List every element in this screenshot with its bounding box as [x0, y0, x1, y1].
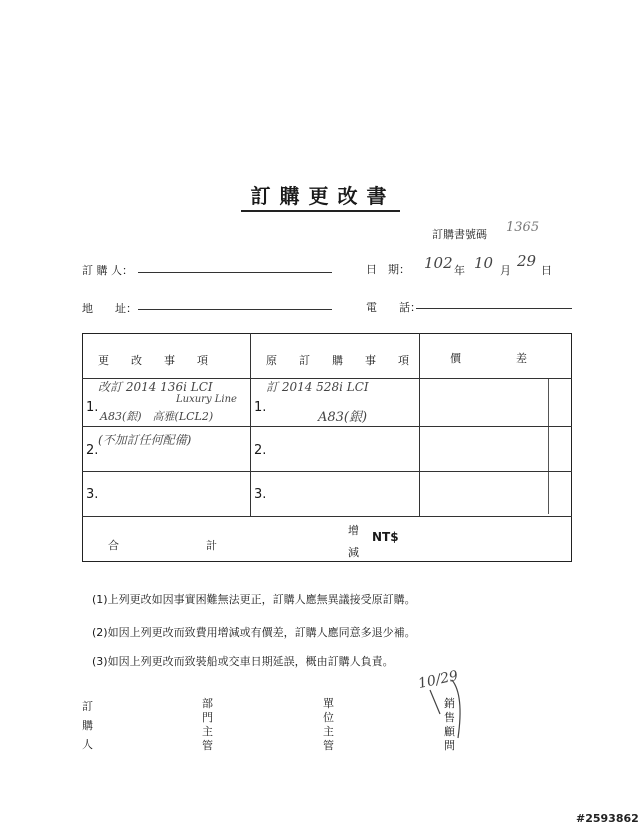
currency-label: NT$ [372, 530, 399, 544]
total-label-part-2: 計 [206, 539, 217, 552]
row-3-change-number: 3. [86, 487, 99, 502]
row-1-change-line-2: Luxury Line [176, 394, 237, 405]
buyer-field[interactable] [138, 272, 332, 273]
table-row-line-2 [82, 471, 572, 472]
row-2-original-number: 2. [254, 443, 267, 458]
date-month-value: 10 [474, 254, 494, 272]
signature-unit-manager: 單位主管 [323, 697, 334, 752]
increase-label: 增 [348, 524, 359, 537]
sales-handwritten-mark: 10/29 [416, 667, 460, 693]
header-price-difference: 價 差 [450, 352, 527, 365]
row-1-original-line-1: 訂 2014 528i LCI [266, 380, 369, 394]
document-title: 訂購更改書 [0, 180, 640, 209]
decrease-label: 減 [348, 546, 359, 559]
total-label-part-1: 合 [108, 539, 119, 552]
date-year-unit: 年 [454, 264, 465, 277]
buyer-label: 訂 購 人： [82, 264, 133, 277]
note-2: (2)如因上列更改而致費用增減或有價差，訂購人應同意多退少補。 [92, 626, 416, 639]
date-year-value: 102 [424, 254, 453, 272]
row-1-change-line-1: 改訂 2014 136i LCI [98, 380, 213, 394]
row-1-change-number: 1. [86, 400, 99, 415]
table-row-line-1 [82, 426, 572, 427]
row-1-original-line-2: A83(銀) [318, 410, 368, 425]
order-number-value: 1365 [506, 220, 540, 235]
header-change-items: 更 改 事 項 [98, 354, 208, 367]
row-1-original-number: 1. [254, 400, 267, 415]
note-1: (1)上列更改如因事實困難無法更正，訂購人應無異議接受原訂購。 [92, 593, 416, 606]
watermark-id: #2593862 [576, 812, 639, 825]
address-label: 地 址： [82, 302, 137, 315]
signature-sales-advisor: 銷售顧問 [444, 697, 455, 752]
row-3-original-number: 3. [254, 487, 267, 502]
date-month-unit: 月 [500, 264, 511, 277]
phone-field[interactable] [416, 308, 572, 309]
signature-dept-manager: 部門主管 [202, 697, 213, 752]
table-divider-3 [548, 379, 549, 514]
signature-buyer: 訂購人 [82, 700, 93, 751]
phone-label: 電 話： [366, 301, 421, 314]
table-divider-2 [419, 333, 420, 516]
date-day-unit: 日 [541, 264, 552, 277]
address-field[interactable] [138, 309, 332, 310]
header-original-items: 原 訂 購 事 項 [266, 354, 409, 367]
sales-signature-icon [424, 676, 468, 746]
row-2-change-line-1: (不加訂任何配備) [98, 433, 192, 447]
row-2-change-number: 2. [86, 443, 99, 458]
table-row-line-3 [82, 516, 572, 517]
table-divider-1 [250, 333, 251, 516]
date-label: 日 期： [366, 263, 410, 276]
order-number-label: 訂購書號碼 [432, 228, 487, 241]
date-day-value: 29 [517, 252, 537, 270]
row-1-change-line-3: A83(銀) 高雅(LCL2) [100, 410, 214, 423]
note-3: (3)如因上列更改而致裝船或交車日期延誤，概由訂購人負責。 [92, 655, 394, 668]
